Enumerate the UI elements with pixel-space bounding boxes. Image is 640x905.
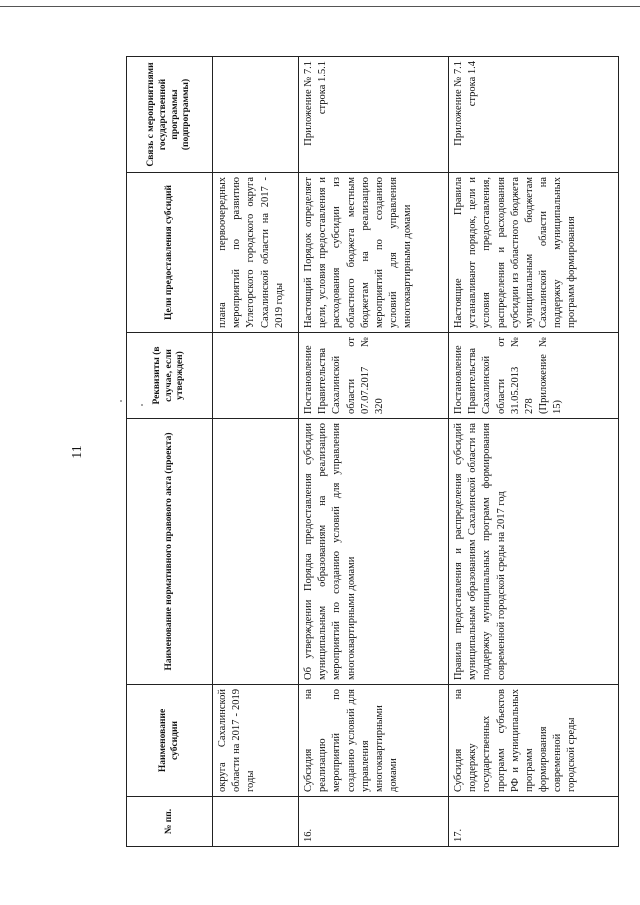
subsidies-table [126, 56, 619, 847]
header-subsidy-name: Наименование субсидии [127, 685, 213, 797]
cell-num: 16. [299, 797, 449, 847]
header-link: Связь с мероприятиями государственной программы (подпрограммы) [127, 57, 213, 173]
cell-requisites [213, 333, 299, 419]
cell-requisites: Постановление Правительства Сахалинской области от 07.07.2017 № 320 [299, 333, 449, 419]
cell-subsidy-name: Субсидия на поддержку государственных программ субъектов РФ и муниципальных программ формирования современной городской среды [449, 685, 619, 797]
cell-act-name [213, 419, 299, 685]
cell-goals: плана первоочередных мероприятий по развитию Углегорского городского округа Сахалинской области на 2017 - 2019 годы [213, 173, 299, 333]
table-row [213, 57, 299, 847]
cell-link: Приложение № 7.1 строка 1.4 [449, 57, 619, 173]
header-goals: Цели предоставления субсидий [127, 173, 213, 333]
header-requisites: Реквизиты (в случае, если утвержден) [127, 333, 213, 419]
cell-act-name: Правила предоставления и распределения субсидий муниципальным образованиям Сахалинской области на поддержку муниципальных программ формирования современной городской среды на 2017 год [449, 419, 619, 685]
table-row [449, 57, 619, 847]
table-header-row [127, 57, 213, 847]
cell-subsidy-name: Субсидия на реализацию мероприятий по созданию условий для управления многоквартирными домами [299, 685, 449, 797]
cell-goals: Настоящие Правила устанавливают порядок, цели и условия предоставления, распределения и расходования субсидии из областного бюджета муниципальным бюджетам Сахалинской области на поддержку муниципальных программ формирования [449, 173, 619, 333]
header-num: № пп. [127, 797, 213, 847]
scan-top-edge-line [0, 6, 640, 7]
cell-link: Приложение № 7.1 строка 1.5.1 [299, 57, 449, 173]
cell-link [213, 57, 299, 173]
cell-num: 17. [449, 797, 619, 847]
cell-num [213, 797, 299, 847]
header-act-name: Наименование нормативного правового акта (проекта) [127, 419, 213, 685]
cell-act-name: Об утверждении Порядка предоставления субсидии муниципальным образованиям на реализацию мероприятий по созданию условий для управления многоквартирными домами [299, 419, 449, 685]
table-row [299, 57, 449, 847]
cell-requisites: Постановление Правительства Сахалинской области от 31.05.2013 № 278 (Приложение № 15) [449, 333, 619, 419]
cell-goals: Настоящий Порядок определяет цели, условия предоставления и расходования субсидии из областного бюджета местным бюджетам на реализацию мероприятий по созданию условий для управления многоквартирными домами [299, 173, 449, 333]
page-number: 11 [70, 445, 85, 459]
rotated-page [70, 57, 578, 847]
cell-subsidy-name: округа Сахалинской области на 2017 - 2019 годы [213, 685, 299, 797]
